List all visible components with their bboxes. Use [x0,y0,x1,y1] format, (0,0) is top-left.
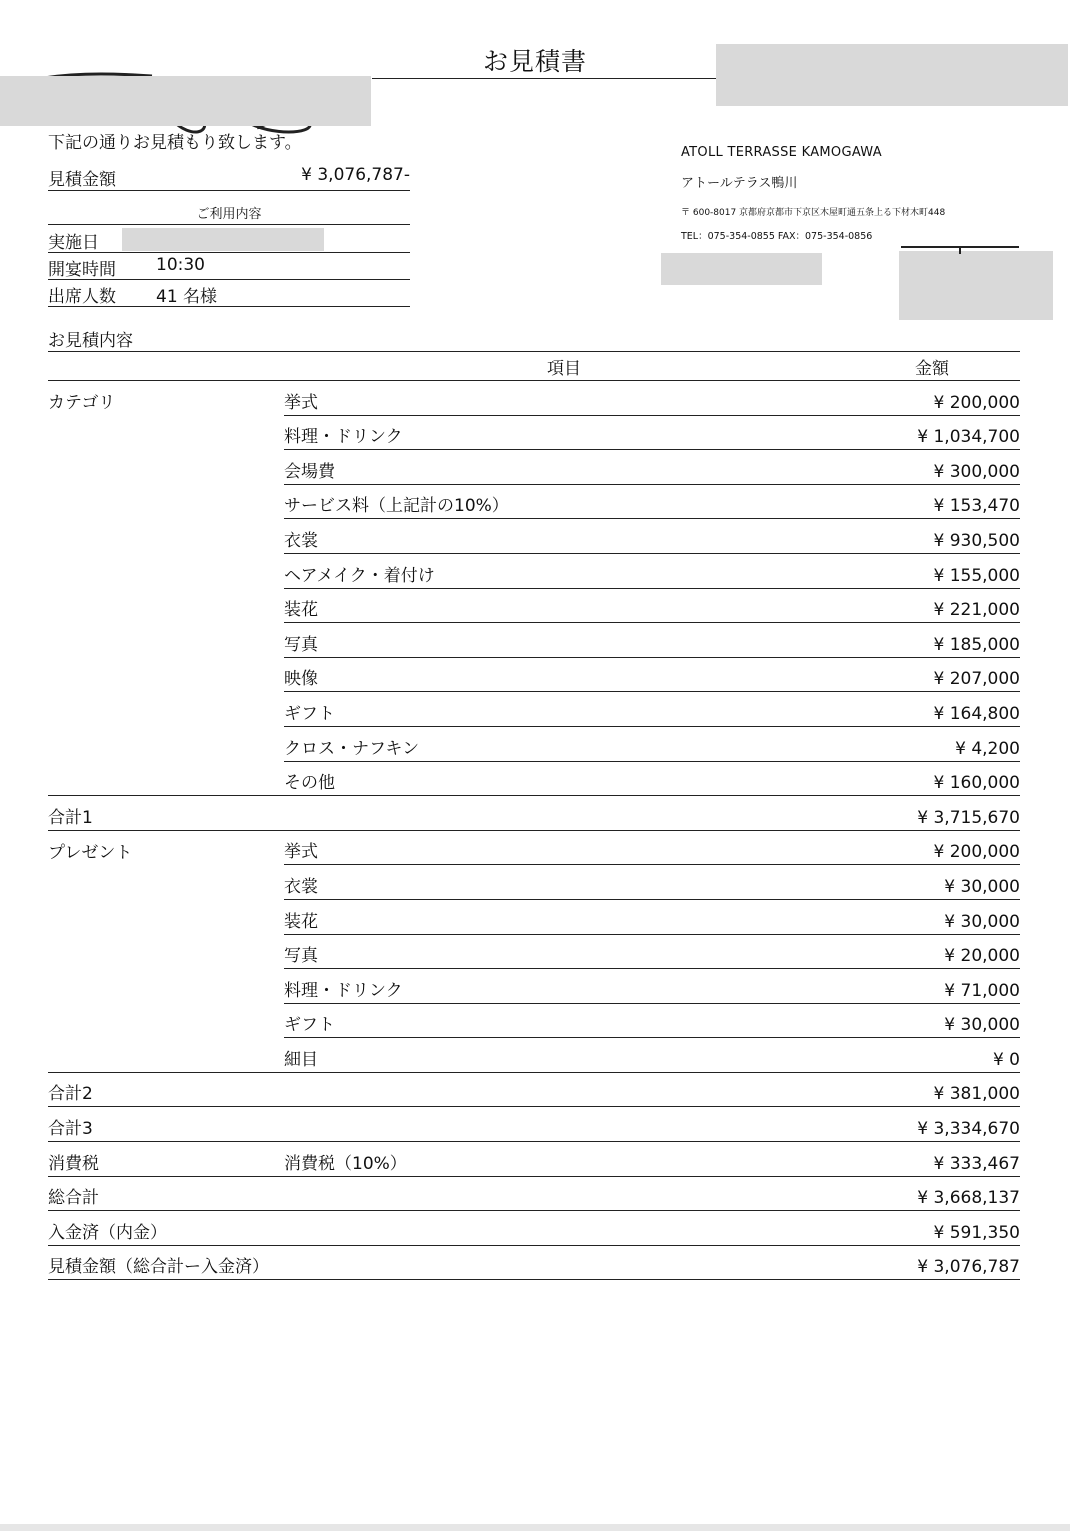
item-amount: ¥ 207,000 [844,657,1020,692]
item-amount: ¥ 200,000 [844,830,1020,865]
usage-row-time [48,253,410,280]
redacted-stamp [899,251,1053,320]
total-label: 合計2 [48,1072,284,1107]
redacted-staff-name [661,253,822,285]
estimate-amount: ¥ 3,076,787- [301,165,410,185]
redacted-event-date [122,228,324,251]
usage-row-guests [48,280,410,307]
stamp-frame [901,246,1019,256]
subtotal-label: 合計1 [48,796,284,831]
total-row [48,1142,1020,1177]
company-tel: TEL：075-354-0855 FAX：075-354-0856 [681,231,873,242]
total-row [48,1176,1020,1211]
total-amount: ¥ 591,350 [844,1211,1020,1246]
item-name: 衣裳 [284,519,844,554]
details-section-label: お見積内容 [48,331,133,351]
item-name: 挙式 [284,830,844,865]
item-amount: ¥ 153,470 [844,484,1020,519]
total-detail [284,1245,844,1280]
item-amount: ¥ 930,500 [844,519,1020,554]
intro-text: 下記の通りお見積もり致します。 [48,133,302,153]
total-amount: ¥ 381,000 [844,1072,1020,1107]
item-name: ヘアメイク・着付け [284,553,844,588]
item-amount: ¥ 30,000 [844,899,1020,934]
title-underline [372,78,717,79]
estimate-table [48,351,1020,1280]
header-category [48,352,284,381]
redacted-header-info [716,44,1068,106]
item-amount: ¥ 185,000 [844,623,1020,658]
item-name: 細目 [284,1038,844,1073]
item-amount: ¥ 300,000 [844,450,1020,485]
total-detail [284,1107,844,1142]
header-item: 項目 [547,358,581,379]
item-amount: ¥ 155,000 [844,553,1020,588]
item-amount: ¥ 160,000 [844,761,1020,796]
item-name: ギフト [284,1003,844,1038]
item-amount: ¥ 1,034,700 [844,415,1020,450]
usage-value: 10:30 [156,255,205,275]
total-row [48,1107,1020,1142]
group-label: プレゼント [48,842,133,863]
usage-top-line [48,224,410,225]
item-amount: ¥ 200,000 [844,381,1020,416]
usage-label: 実施日 [48,233,99,253]
estimate-label: 見積金額 [48,170,116,190]
total-detail [284,1211,844,1246]
total-label: 入金済（内金） [48,1211,284,1246]
total-label: 合計3 [48,1107,284,1142]
total-row [48,1211,1020,1246]
total-amount: ¥ 333,467 [844,1142,1020,1177]
item-name: 会場費 [284,450,844,485]
page-bottom-edge [0,1524,1070,1531]
item-name: 映像 [284,657,844,692]
item-name: ギフト [284,692,844,727]
item-amount: ¥ 221,000 [844,588,1020,623]
item-name: クロス・ナフキン [284,726,844,761]
total-amount: ¥ 3,076,787 [844,1245,1020,1280]
item-name: 衣裳 [284,865,844,900]
item-name: 写真 [284,623,844,658]
estimate-underline [48,190,410,191]
subtotal1-row [48,796,1020,831]
item-name: 挙式 [284,381,844,416]
total-amount: ¥ 3,334,670 [844,1107,1020,1142]
company-name-en: ATOLL TERRASSE KAMOGAWA [681,145,882,160]
item-amount: ¥ 20,000 [844,934,1020,969]
total-label: 見積金額（総合計ー入金済） [48,1245,284,1280]
table-header [48,352,1020,381]
header-amount: 金額 [915,358,949,379]
usage-label: 出席人数 [48,287,116,307]
item-amount: ¥ 30,000 [844,865,1020,900]
item-amount: ¥ 164,800 [844,692,1020,727]
total-label: 消費税 [48,1142,284,1177]
usage-heading: ご利用内容 [196,207,262,222]
usage-label: 開宴時間 [48,260,116,280]
total-row [48,1072,1020,1107]
group-label: カテゴリ [48,393,116,414]
item-name: その他 [284,761,844,796]
document-title: お見積書 [482,47,587,76]
item-amount: ¥ 30,000 [844,1003,1020,1038]
company-name-jp: アトールテラス鴨川 [681,176,798,191]
item-name: 料理・ドリンク [284,969,844,1004]
item-amount: ¥ 4,200 [844,726,1020,761]
item-amount: ¥ 71,000 [844,969,1020,1004]
company-address: 〒 600-8017 京都府京都市下京区木屋町通五条上る下材木町448 [681,208,946,218]
subtotal-amount: ¥ 3,715,670 [844,796,1020,831]
total-row [48,1245,1020,1280]
item-name: 料理・ドリンク [284,415,844,450]
item-name: 装花 [284,588,844,623]
item-name: 装花 [284,899,844,934]
total-detail [284,1176,844,1211]
item-amount: ¥ 0 [844,1038,1020,1073]
total-amount: ¥ 3,668,137 [844,1176,1020,1211]
usage-value: 41 名様 [156,287,218,307]
total-label: 総合計 [48,1176,284,1211]
total-detail [284,1072,844,1107]
item-name: 写真 [284,934,844,969]
redacted-customer-name [0,76,371,126]
total-detail: 消費税（10%） [284,1142,844,1177]
item-name: サービス料（上記計の10%） [284,484,844,519]
